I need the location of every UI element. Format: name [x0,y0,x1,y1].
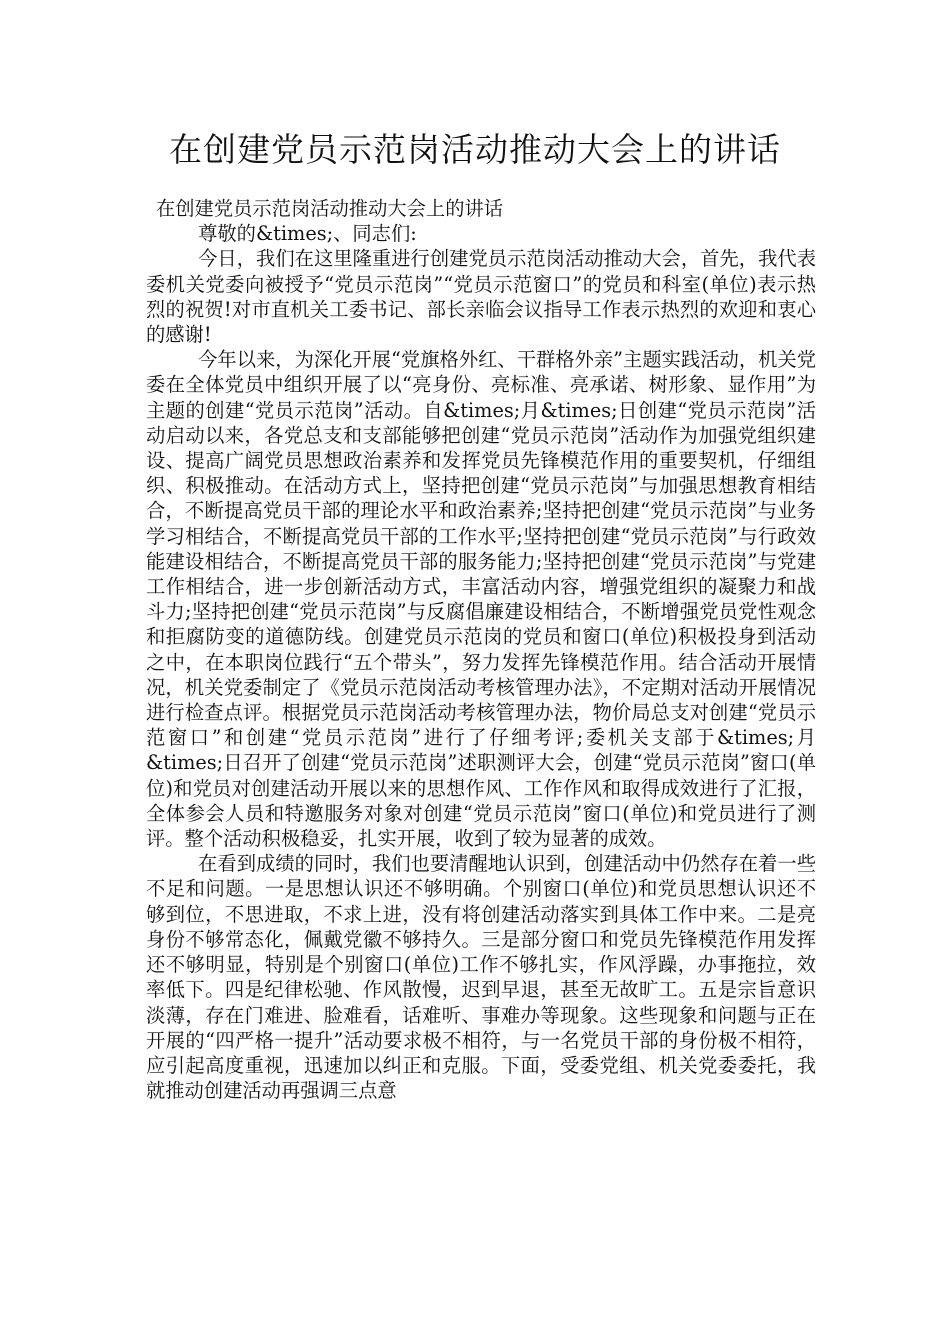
paragraph: 今日，我们在这里隆重进行创建党员示范岗活动推动大会，首先，我代表委机关党委向被授予“党员示范岗”“党员示范窗口”的党员和科室(单位)表示热烈的祝贺!对市直机关工委书记、部长亲临会议指导工作表示热烈的欢迎和衷心的感谢! [146,247,816,347]
document-subtitle: 在创建党员示范岗活动推动大会上的讲话 [156,197,504,220]
salutation: 尊敬的&times;、同志们: [198,222,417,246]
document-title: 在创建党员示范岗活动推动大会上的讲话 [169,130,781,169]
document-body [146,196,816,1103]
paragraph: 今年以来，为深化开展“党旗格外红、干群格外亲”主题实践活动，机关党委在全体党员中组织开展了以“亮身份、亮标准、亮承诺、树形象、显作用”为主题的创建“党员示范岗”活动。自&times;月&times;日创建“党员示范岗”活动启动以来，各党总支和支部能够把创建“党员示范岗”活动作为加强党组织建设、提高广阔党员思想政治素养和发挥党员先锋模范作用的重要契机，仔细组织、积极推动。在活动方式上，坚持把创建“党员示范岗”与加强思想教育相结合，不断提高党员干部的理论水平和政治素养;坚持把创建“党员示范岗”与业务学习相结合，不断提高党员干部的工作水平;坚持把创建“党员示范岗”与行政效能建设相结合，不断提高党员干部的服务能力;坚持把创建“党员示范岗”与党建工作相结合，进一步创新活动方式，丰富活动内容，增强党组织的凝聚力和战斗力;坚持把创建“党员示范岗”与反腐倡廉建设相结合，不断增强党员党性观念和拒腐防变的道德防线。创建党员示范岗的党员和窗口(单位)积极投身到活动之中，在本职岗位践行“五个带头”，努力发挥先锋模范作用。结合活动开展情况，机关党委制定了《党员示范岗活动考核管理办法》，不定期对活动开展情况进行检查点评。根据党员示范岗活动考核管理办法，物价局总支对创建“党员示范窗口”和创建“党员示范岗”进行了仔细考评;委机关支部于&times;月&times;日召开了创建“党员示范岗”述职测评大会，创建“党员示范岗”窗口(单位)和党员对创建活动开展以来的思想作风、工作作风和取得成效进行了汇报，全体参会人员和特邀服务对象对创建“党员示范岗”窗口(单位)和党员进行了测评。整个活动积极稳妥，扎实开展，收到了较为显著的成效。 [146,348,816,851]
paragraph: 在看到成绩的同时，我们也要清醒地认识到，创建活动中仍然存在着一些不足和问题。一是思想认识还不够明确。个别窗口(单位)和党员思想认识还不够到位，不思进取，不求上进，没有将创建活动落实到具体工作中来。二是亮身份不够常态化，佩戴党徽不够持久。三是部分窗口和党员先锋模范作用发挥还不够明显，特别是个别窗口(单位)工作不够扎实，作风浮躁，办事拖拉，效率低下。四是纪律松驰、作风散慢，迟到早退，甚至无故旷工。五是宗旨意识淡薄，存在门难进、脸难看，话难听、事难办等现象。这些现象和问题与正在开展的“四严格一提升”活动要求极不相符，与一名党员干部的身份极不相符，应引起高度重视，迅速加以纠正和克服。下面，受委党组、机关党委委托，我就推动创建活动再强调三点意 [146,852,816,1103]
